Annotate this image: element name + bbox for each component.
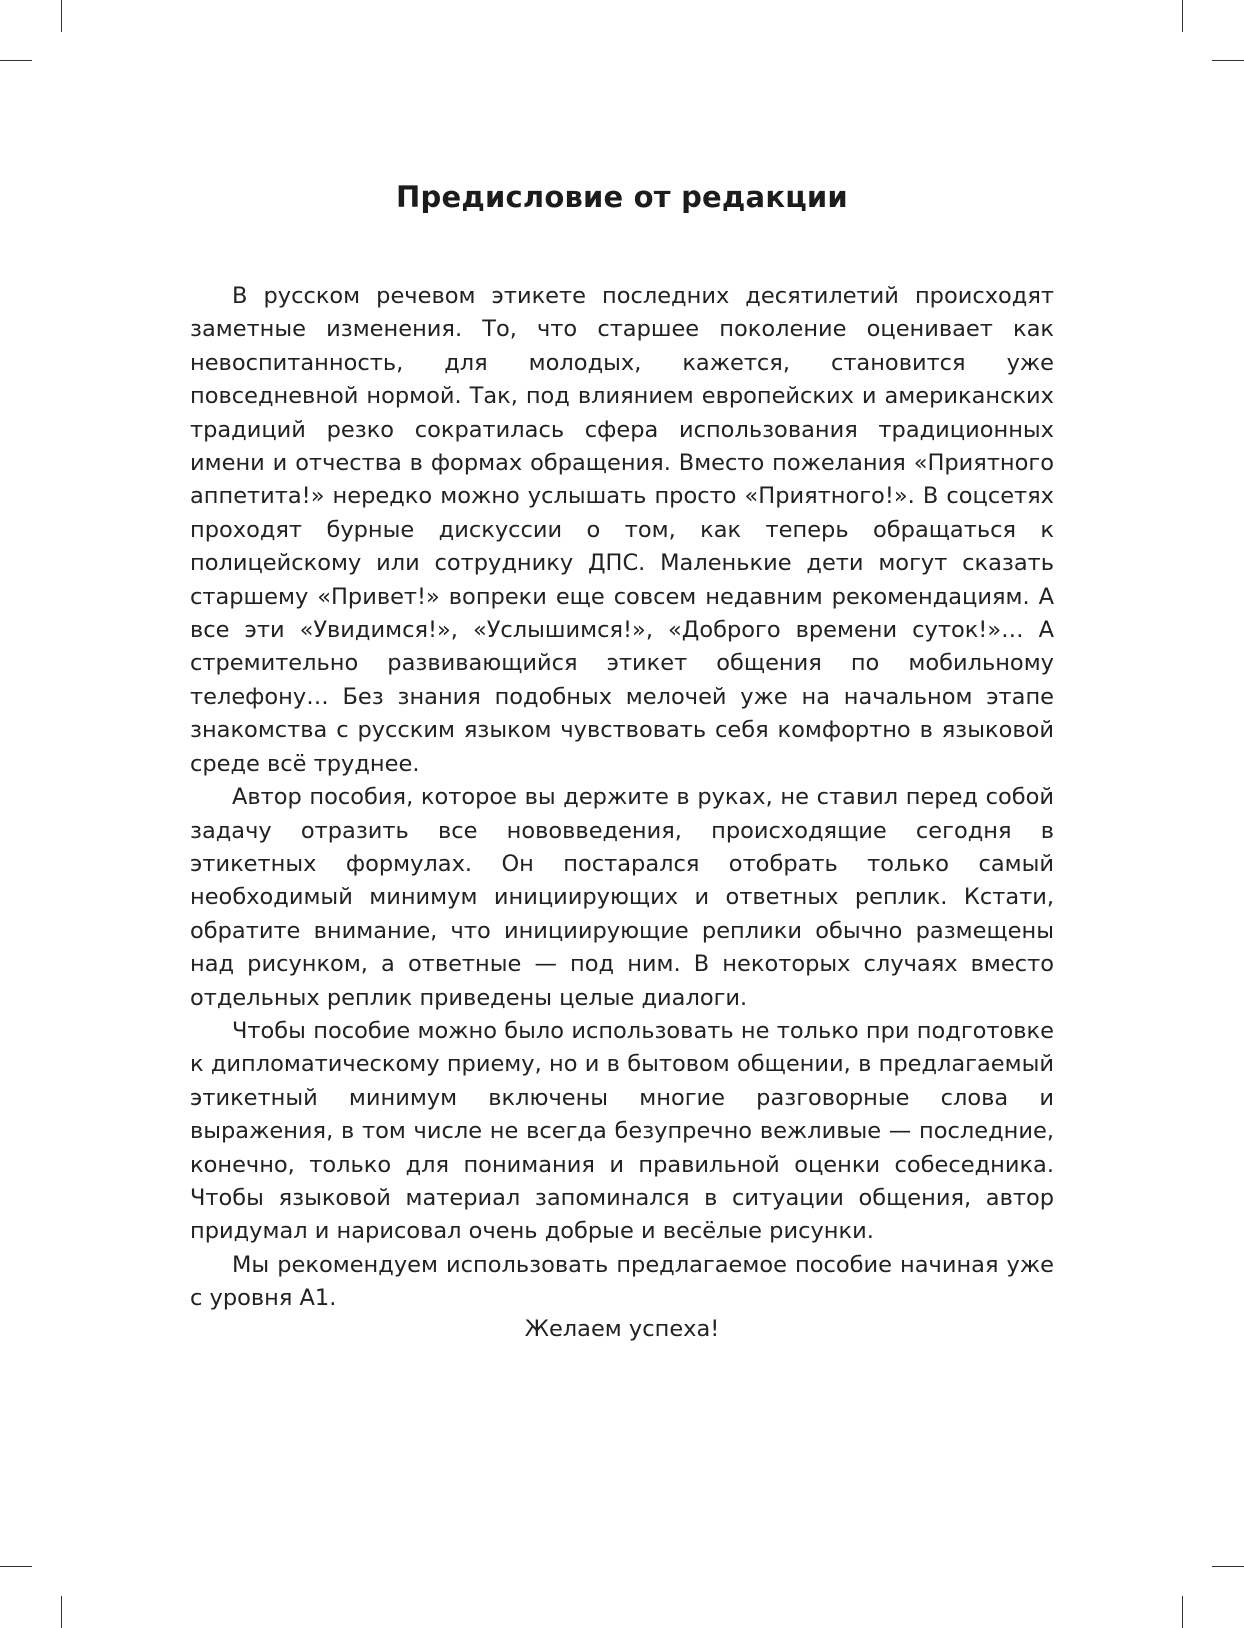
- paragraph: В русском речевом этикете последних десятилетий происходят заметные изменения. То, что старшее поколение оценивает как невоспитанность, для молодых, кажется, становится уже повседневной нормой. Так, под влиянием европейских и американских традиций резко сократилась сфера использования традиционных имени и отчества в формах обращения. Вместо пожелания «Приятного аппетита!» нередко можно услышать просто «Приятного!». В соцсетях проходят бурные дискуссии о том, как теперь обращаться к полицейскому или сотруднику ДПС. Маленькие дети могут сказать старшему «Привет!» вопреки еще совсем недавним рекомендациям. А все эти «Увидимся!», «Услышимся!», «Доброго времени суток!»… А стремительно развивающийся этикет общения по мобильному телефону… Без знания подобных мелочей уже на начальном этапе знакомства с русским языком чувствовать себя комфортно в языковой среде всё труднее.: [190, 283, 1054, 777]
- crop-mark-top-right-horizontal: [1212, 60, 1244, 61]
- crop-mark-bottom-left-vertical: [61, 1596, 62, 1628]
- crop-mark-bottom-right-vertical: [1182, 1596, 1183, 1628]
- paragraph: Чтобы пособие можно было использовать не только при подготовке к дипломатическому приему, но и в бытовом общении, в предлагаемый этикетный минимум включены многие разговорные слова и выражения, в том числе не всегда безупречно вежливые — последние, конечно, только для понимания и правильной оценки собеседника. Чтобы языковой материал запоминался в ситуации общения, автор придумал и нарисовал очень добрые и весёлые рисунки.: [190, 1017, 1054, 1245]
- crop-mark-bottom-left-horizontal: [0, 1566, 32, 1567]
- crop-mark-top-left-horizontal: [0, 60, 32, 61]
- crop-mark-top-left-vertical: [61, 0, 62, 32]
- body-text: [190, 280, 1054, 1316]
- paragraph: Мы рекомендуем использовать предлагаемое пособие начиная уже с уровня А1.: [190, 1251, 1054, 1312]
- crop-mark-bottom-right-horizontal: [1212, 1566, 1244, 1567]
- paragraph: Автор пособия, которое вы держите в руках, не ставил перед собой задачу отразить все нововведения, происходящие сегодня в этикетных формулах. Он постарался отобрать только самый необходимый минимум инициирующих и ответных реплик. Кстати, обратите внимание, что инициирующие реплики обычно размещены над рисунком, а ответные — под ним. В некоторых случаях вместо отдельных реплик приведены целые диалоги.: [190, 784, 1054, 1011]
- page-title: Предисловие от редакции: [396, 180, 848, 214]
- closing-line: Желаем успеха!: [524, 1316, 720, 1342]
- crop-mark-top-right-vertical: [1182, 0, 1183, 32]
